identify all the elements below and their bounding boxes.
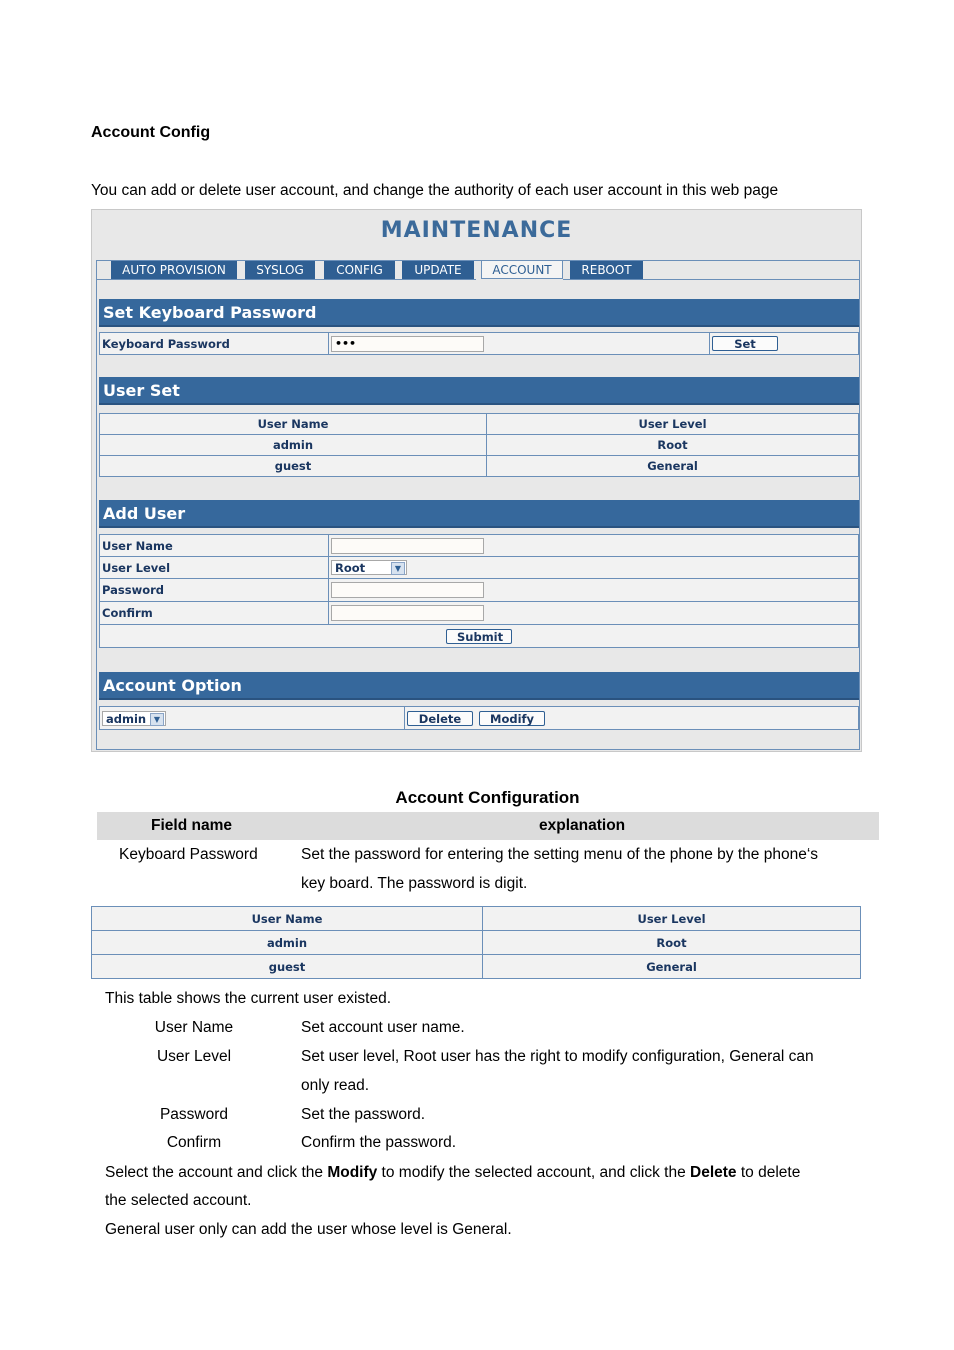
desc-user-level: Set user level, Root user has the right to modify configuration, General can bbox=[301, 1048, 814, 1065]
add-confirm-label: Confirm bbox=[100, 602, 329, 625]
delete-button[interactable]: Delete bbox=[407, 711, 473, 726]
section-keyboard-password: Set Keyboard Password bbox=[99, 299, 859, 327]
para-text: to delete bbox=[736, 1164, 801, 1181]
user-name-cell: admin bbox=[100, 435, 487, 456]
user-set-table bbox=[99, 413, 859, 477]
table-row bbox=[100, 435, 859, 456]
table-row bbox=[100, 456, 859, 477]
tab-account[interactable]: ACCOUNT bbox=[481, 261, 563, 279]
tab-container bbox=[96, 260, 860, 750]
user-name-cell: admin bbox=[92, 931, 483, 955]
keyboard-password-table bbox=[99, 332, 859, 355]
doc-heading: Account Config bbox=[91, 124, 211, 141]
explain-caption: Account Configuration bbox=[395, 788, 580, 807]
chevron-down-icon: ▼ bbox=[150, 713, 164, 726]
kp-line1: Set the password for entering the setting menu of the phone by the phone‘s bbox=[301, 846, 819, 863]
add-confirm-input[interactable] bbox=[331, 605, 484, 621]
user-level-cell: General bbox=[487, 456, 859, 477]
para-text: to modify the selected account, and click the bbox=[377, 1164, 691, 1181]
section-add-user: Add User bbox=[99, 500, 859, 528]
account-select[interactable] bbox=[102, 711, 166, 726]
para-delete-bold: Delete bbox=[690, 1164, 737, 1181]
explain-header bbox=[97, 812, 879, 840]
desc-password: Set the password. bbox=[301, 1106, 426, 1123]
paragraph-modify-delete bbox=[105, 1164, 800, 1182]
tab-syslog[interactable]: SYSLOG bbox=[245, 261, 315, 279]
desc-user-level-2: only read. bbox=[301, 1077, 370, 1094]
tab-auto-provision[interactable]: AUTO PROVISION bbox=[111, 261, 237, 279]
field-confirm: Confirm bbox=[166, 1134, 222, 1151]
field-name-header: Field name bbox=[151, 817, 232, 834]
table-note: This table shows the current user existed. bbox=[105, 990, 392, 1007]
tab-underline-left bbox=[97, 279, 476, 280]
field-user-level: User Level bbox=[156, 1048, 232, 1065]
add-user-level-label: User Level bbox=[100, 557, 329, 579]
doc-intro: You can add or delete user account, and change the authority of each user account in this web page bbox=[91, 182, 779, 199]
kp-field: Keyboard Password bbox=[119, 846, 258, 863]
modify-button[interactable]: Modify bbox=[479, 711, 545, 726]
user-level-cell: Root bbox=[487, 435, 859, 456]
kp-line2: key board. The password is digit. bbox=[301, 875, 528, 892]
paragraph-modify-delete-2: the selected account. bbox=[105, 1192, 252, 1209]
user-name-cell: guest bbox=[92, 955, 483, 979]
table-row bbox=[92, 955, 861, 979]
add-password-input[interactable] bbox=[331, 582, 484, 598]
section-account-option: Account Option bbox=[99, 672, 859, 700]
user-name-header: User Name bbox=[92, 907, 483, 931]
chevron-down-icon: ▼ bbox=[391, 562, 405, 575]
user-level-cell: Root bbox=[483, 931, 861, 955]
user-level-header: User Level bbox=[483, 907, 861, 931]
user-level-header: User Level bbox=[487, 414, 859, 435]
submit-button[interactable]: Submit bbox=[446, 629, 512, 644]
section-user-set: User Set bbox=[99, 377, 859, 405]
user-name-cell: guest bbox=[100, 456, 487, 477]
para-text: Select the account and click the bbox=[105, 1164, 328, 1181]
set-button[interactable]: Set bbox=[712, 336, 778, 351]
field-user-name: User Name bbox=[154, 1019, 234, 1036]
add-password-label: Password bbox=[100, 579, 329, 602]
page-title: MAINTENANCE bbox=[380, 218, 573, 243]
field-password: Password bbox=[159, 1106, 229, 1123]
tab-reboot[interactable]: REBOOT bbox=[570, 261, 643, 279]
explanation-header: explanation bbox=[539, 817, 626, 834]
tab-config[interactable]: CONFIG bbox=[324, 261, 395, 279]
add-user-name-label: User Name bbox=[100, 535, 329, 557]
account-option-table bbox=[99, 706, 859, 730]
keyboard-password-label: Keyboard Password bbox=[100, 333, 329, 355]
user-table-copy bbox=[91, 906, 861, 979]
tab-underline-right bbox=[563, 279, 859, 280]
user-level-cell: General bbox=[483, 955, 861, 979]
add-user-table bbox=[99, 534, 859, 648]
desc-user-name: Set account user name. bbox=[301, 1019, 465, 1036]
tab-update[interactable]: UPDATE bbox=[402, 261, 474, 279]
add-user-name-input[interactable] bbox=[331, 538, 484, 554]
user-level-select-value: Root bbox=[335, 561, 366, 575]
table-row bbox=[92, 931, 861, 955]
para-modify-bold: Modify bbox=[327, 1164, 378, 1181]
user-level-select[interactable] bbox=[331, 560, 407, 575]
desc-confirm: Confirm the password. bbox=[301, 1134, 457, 1151]
account-select-value: admin bbox=[106, 711, 147, 726]
maintenance-panel bbox=[91, 209, 862, 752]
paragraph-general-user: General user only can add the user whose level is General. bbox=[105, 1221, 512, 1238]
user-name-header: User Name bbox=[100, 414, 487, 435]
keyboard-password-input[interactable]: ••• bbox=[331, 336, 484, 352]
